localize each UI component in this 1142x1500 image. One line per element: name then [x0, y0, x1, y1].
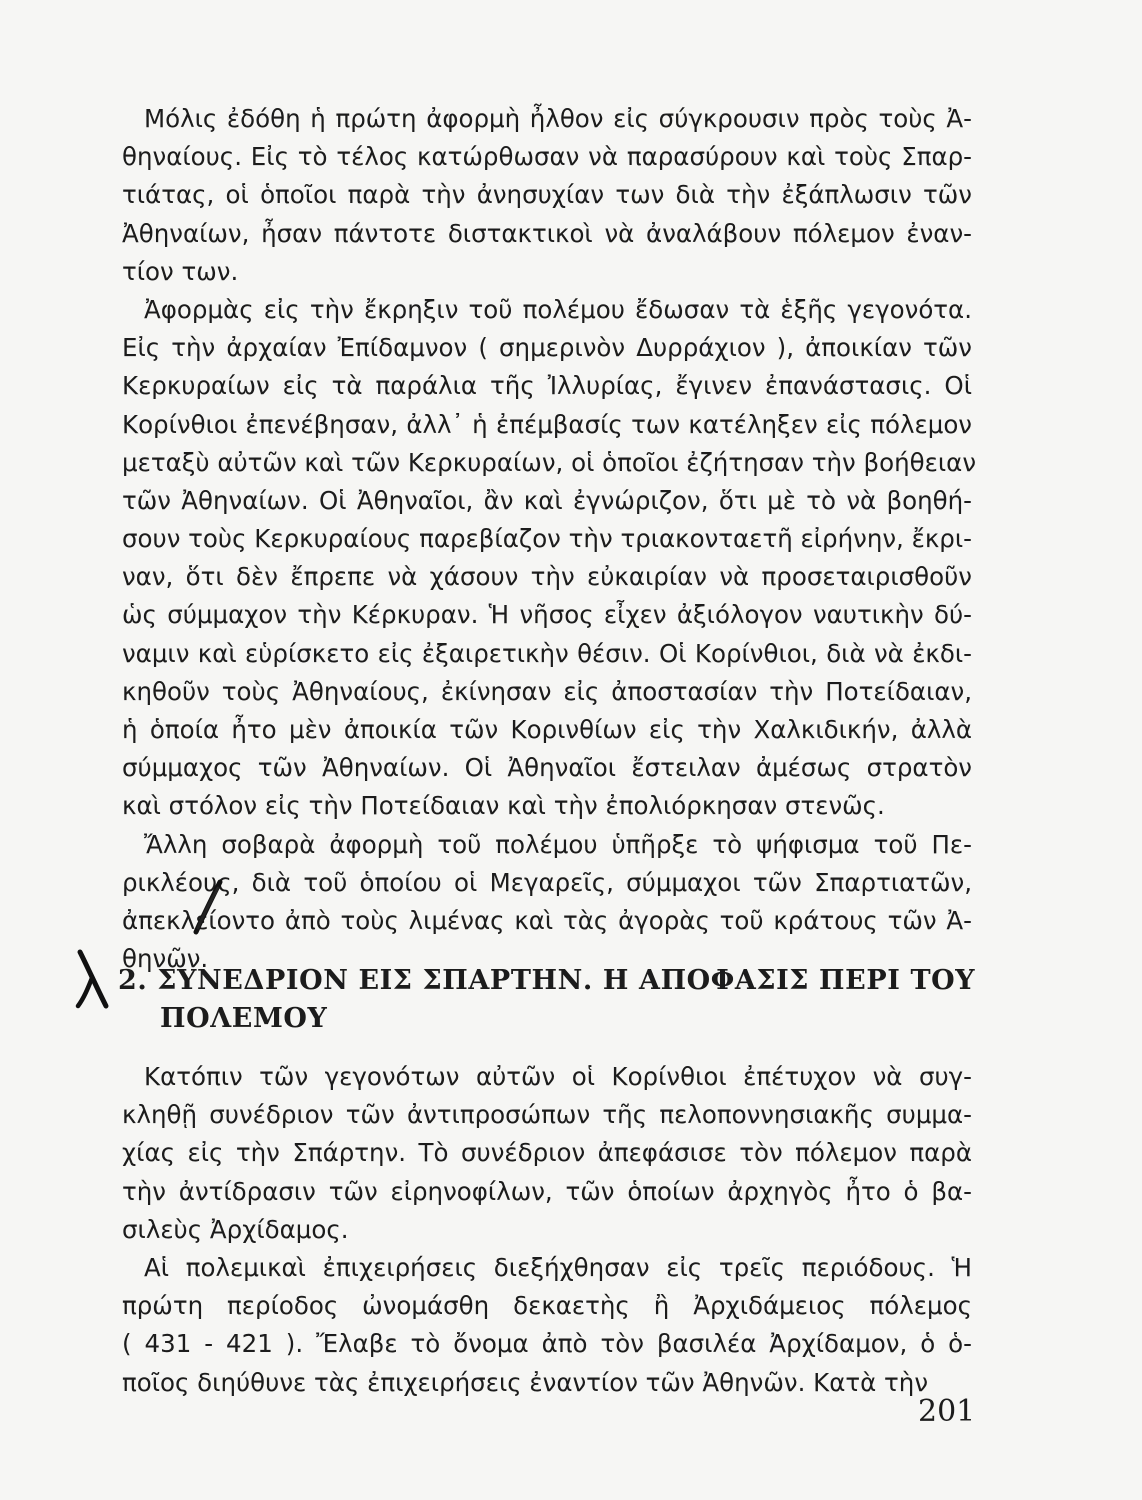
- text-line: ποῖος διηύθυνε τὰς ἐπιχειρήσεις ἐναντίον τῶν Ἀθηνῶν. Κατὰ τὴν: [122, 1367, 929, 1397]
- heading-line-2: ΠΟΛΕΜΟΥ: [160, 1003, 328, 1034]
- text-line: σιλεὺς Ἀρχίδαμος.: [122, 1214, 349, 1244]
- text-line: ( 431 - 421 ). Ἔλαβε τὸ ὄνομα ἀπὸ τὸν βασιλέα Ἀρχίδαμον, ὁ ὁ-: [122, 1329, 972, 1359]
- text-line: Ἄλλη σοβαρὰ ἀφορμὴ τοῦ πολέμου ὑπῆρξε τὸ ψήφισμα τοῦ Πε-: [144, 829, 972, 859]
- text-line: καὶ στόλον εἰς τὴν Ποτείδαιαν καὶ τὴν ἐπολιόρκησαν στενῶς.: [122, 791, 885, 821]
- text-line: κληθῇ συνέδριον τῶν ἀντιπροσώπων τῆς πελοποννησιακῆς συμμα-: [122, 1100, 972, 1130]
- text-line: Κερκυραίων εἰς τὰ παράλια τῆς Ἰλλυρίας, ἔγινεν ἐπανάστασις. Οἱ: [122, 371, 972, 401]
- text-line: μεταξὺ αὐτῶν καὶ τῶν Κερκυραίων, οἱ ὁποῖοι ἐζήτησαν τὴν βοήθειαν: [122, 447, 977, 477]
- text-line: θηνῶν.: [122, 944, 209, 974]
- text-line: Μόλις ἐδόθη ἡ πρώτη ἀφορμὴ ἦλθον εἰς σύγκρουσιν πρὸς τοὺς Ἀ-: [144, 104, 972, 133]
- body-text-bottom: [122, 1058, 972, 1402]
- text-line: Κορίνθιοι ἐπενέβησαν, ἀλλ᾽ ἡ ἐπέμβασίς των κατέληξεν εἰς πόλεμον: [122, 409, 972, 439]
- body-text-top: [122, 100, 977, 978]
- text-line: τιάτας, οἱ ὁποῖοι παρὰ τὴν ἀνησυχίαν των διὰ τὴν ἐξάπλωσιν τῶν: [122, 180, 972, 210]
- text-line: τῶν Ἀθηναίων. Οἱ Ἀθηναῖοι, ἂν καὶ ἐγνώριζον, ὅτι μὲ τὸ νὰ βοηθή-: [122, 485, 972, 515]
- text-line: τίον των.: [122, 256, 239, 286]
- text-line: ρικλέους, διὰ τοῦ ὁποίου οἱ Μεγαρεῖς, σύμμαχοι τῶν Σπαρτιατῶν,: [122, 867, 972, 897]
- text-line: Ἀφορμὰς εἰς τὴν ἔκρηξιν τοῦ πολέμου ἔδωσαν τὰ ἑξῆς γεγονότα.: [144, 294, 972, 324]
- heading-line-1: 2. ΣΥΝΕΔΡΙΟΝ ΕΙΣ ΣΠΑΡΤΗΝ. Η ΑΠΟΦΑΣΙΣ ΠΕΡΙ ΤΟΥ: [118, 965, 976, 996]
- text-line: ὡς σύμμαχον τὴν Κέρκυραν. Ἡ νῆσος εἶχεν ἀξιόλογον ναυτικὴν δύ-: [122, 600, 972, 630]
- text-line: Αἱ πολεμικαὶ ἐπιχειρήσεις διεξήχθησαν εἰς τρεῖς περιόδους. Ἡ: [144, 1252, 972, 1282]
- pen-tick-mark: [188, 878, 228, 938]
- text-line: ἀπεκλείοντο ἀπὸ τοὺς λιμένας καὶ τὰς ἀγορὰς τοῦ κράτους τῶν Ἀ-: [122, 905, 972, 935]
- text-line: ναμιν καὶ εὑρίσκετο εἰς ἐξαιρετικὴν θέσιν. Οἱ Κορίνθιοι, διὰ νὰ ἐκδι-: [122, 638, 972, 668]
- text-line: ναν, ὅτι δὲν ἔπρεπε νὰ χάσουν τὴν εὐκαιρίαν νὰ προσεταιρισθοῦν: [122, 562, 972, 592]
- page-number: 201: [918, 1394, 976, 1429]
- section-heading: [118, 962, 978, 1038]
- text-line: Ἀθηναίων, ἦσαν πάντοτε διστακτικοὶ νὰ ἀναλάβουν πόλεμον ἐναν-: [122, 218, 972, 248]
- text-line: πρώτη περίοδος ὠνομάσθη δεκαετὴς ἢ Ἀρχιδάμειος πόλεμος: [122, 1291, 972, 1321]
- text-line: ἡ ὁποία ἦτο μὲν ἀποικία τῶν Κορινθίων εἰς τὴν Χαλκιδικήν, ἀλλὰ: [122, 715, 972, 744]
- text-line: κηθοῦν τοὺς Ἀθηναίους, ἐκίνησαν εἰς ἀποστασίαν τὴν Ποτείδαιαν,: [122, 676, 972, 706]
- text-line: θηναίους. Εἰς τὸ τέλος κατώρθωσαν νὰ παρασύρουν καὶ τοὺς Σπαρ-: [122, 142, 972, 172]
- text-line: σύμμαχος τῶν Ἀθηναίων. Οἱ Ἀθηναῖοι ἔστειλαν ἀμέσως στρατὸν: [122, 753, 972, 783]
- text-line: Εἰς τὴν ἀρχαίαν Ἐπίδαμνον ( σημερινὸν Δυρράχιον ), ἀποικίαν τῶν: [122, 333, 972, 363]
- text-line: τὴν ἀντίδρασιν τῶν εἰρηνοφίλων, τῶν ὁποίων ἀρχηγὸς ἦτο ὁ βα-: [122, 1176, 972, 1206]
- text-line: σουν τοὺς Κερκυραίους παρεβίαζον τὴν τριακονταετῆ εἰρήνην, ἔκρι-: [122, 524, 972, 554]
- handwritten-lambda-mark: [70, 948, 118, 1010]
- text-line: Κατόπιν τῶν γεγονότων αὐτῶν οἱ Κορίνθιοι ἐπέτυχον νὰ συγ-: [144, 1062, 972, 1091]
- text-line: χίας εἰς τὴν Σπάρτην. Τὸ συνέδριον ἀπεφάσισε τὸν πόλεμον παρὰ: [122, 1138, 972, 1168]
